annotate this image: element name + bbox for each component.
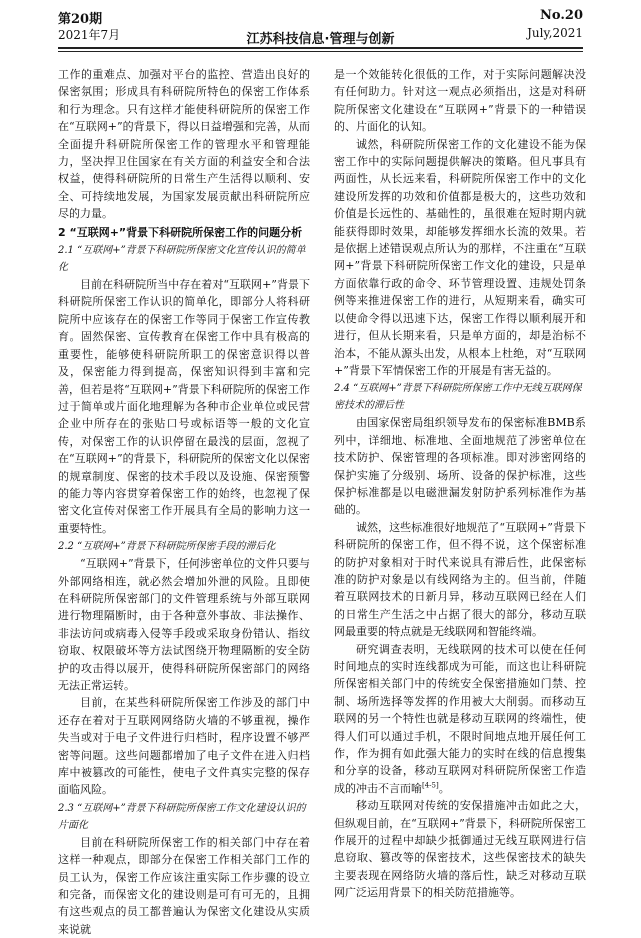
paragraph-end: 。	[438, 781, 450, 795]
paragraph: 由国家保密局组织领导发布的保密标准BMB系列中，详细地、标准地、全面地规范了涉密单位在技术防护、保密管理的各项标准。即对涉密网络的保护实施了分级别、场所、设备的保护标准，这些保护标准都是以电磁泄漏发射防护系列标准作为基础的。	[334, 416, 586, 517]
header-rule-thin	[58, 51, 583, 52]
issue-number: 第20期	[58, 12, 103, 27]
subsection-heading: 2.1 “互联网+”背景下科研院所保密文化宣传认识的简单化	[58, 245, 306, 274]
issue-number-en: No.20	[540, 8, 583, 23]
right-column	[334, 66, 586, 902]
subsection-heading: 2.4 “互联网+”背景下科研院所保密工作中无线互联网保密技术的滞后性	[334, 383, 582, 412]
left-column	[58, 66, 310, 938]
paragraph: 诚然，科研院所保密工作的文化建设不能为保密工作中的实际问题提供解决的策略。但凡事具有两面性，从长远来看，科研院所保密工作中的文化建设所发挥的功效和价值都是极大的，这些功效和价值是长远性的、基础性的，虽很难在短时期内就能获得即时效果，却能够发挥细水长流的效果。若是依据上述错误观点所认为的那样，不注重在“互联网+”背景下科研院所保密工作文化的建设，只是单方面依靠行政的命令、环节管理设置、违规处罚条例等来推进保密工作的进行，从短期来看，确实可以使命令得以迅速下达，保密工作得以顺利展开和进行，但从长期来看，只是单方面的，却是治标不治本，不能从源头出发，从根本上杜绝，对“互联网+”背景下军情保密工作的开展是有害无益的。	[334, 137, 586, 377]
citation[interactable]: [4-5]	[422, 781, 439, 790]
journal-title: 江苏科技信息·管理与创新	[246, 32, 395, 47]
subsection-heading: 2.2 “互联网+”背景下科研院所保密手段的滞后化	[58, 541, 276, 553]
section-heading: 2 “互联网+”背景下科研院所保密工作的问题分析	[58, 225, 303, 239]
paragraph	[334, 641, 586, 798]
page-header	[0, 0, 641, 62]
paragraph: 是一个效能转化很低的工作，对于实际问题解决没有任何助力。针对这一观点必须指出，这是对科研院所保密文化建设在“互联网+”背景下的一种错误的、片面化的认知。	[334, 68, 586, 134]
paragraph-text: 研究调查表明，无线联网的技术可以使在任何时间地点的实时连线都成为可能，而这也让科研院所保密相关部门中的传统安全保密措施如门禁、控制、场所选择等发挥的作用被大大削弱。而移动互联网的另一个特性也就是移动互联网的终端性，使得人们可以通过手机，不限时间地点地开展任何工作，作为拥有如此强大能力的实时在线的信息搜集和分享的设备，移动互联网对科研院所保密工作造成的冲击不言而喻	[334, 642, 586, 795]
paragraph: 诚然，这些标准很好地规范了“互联网+”背景下科研院所的保密工作，但不得不说，这个保密标准的防护对象相对于时代来说具有滞后性，此保密标准的防护对象是以有线网络为主的。但当前，伴随着互联网技术的日新月异，移动互联网已经在人们的日常生产生活之中占据了很大的部分，移动互联网最重要的特点就是无线联网和智能终端。	[334, 520, 586, 639]
paragraph: 目前在科研院所当中存在着对“互联网+”背景下科研院所保密工作认识的简单化，即部分人将科研院所中应该存在的保密工作等同于保密工作宣传教育。固然保密、宣传教育在保密工作中具有极高的重要性，能够使科研院所职工的保密意识得以普及，保密能力得到提高，保密知识得到丰富和完善，但若是将“互联网+”背景下科研院所的保密工作过于简单或片面化地理解为各种市企业单位或民营企业中所存在的张贴口号或标语等一般的文化宣传，对保密工作的认识停留在最浅的层面，忽视了在“互联网+”的背景下，科研院所的保密文化以保密的规章制度、保密的技术手段以及设施、保密预警的能力等内容贯穿着保密工作的始终，也忽视了保密文化宣传对保密工作开展具有全局的影响力这一重要特性。	[58, 278, 310, 535]
paragraph: 工作的重难点、加强对平台的监控、营造出良好的保密氛围；形成具有科研院所特色的保密工作体系和行为理念。只有这样才能使科研院所的保密工作在“互联网+”的背景下，得以日益增强和完善，从而全面提升科研院所保密工作的管理水平和管理能力，坚决捍卫住国家在有关方面的利益安全和合法权益，使得科研院所的日常生产生活得以顺利、安全、可持续地发展，为国家发展贡献出科研院所应尽的力量。	[58, 68, 310, 221]
paragraph: 移动互联网对传统的安保措施冲击如此之大，但纵观目前，在“互联网+”背景下，科研院所保密工作展开的过程中却缺少抵御通过无线互联网进行信息窃取、篡改等的保密技术，这些保密技术的缺失主要表现在网络防火墙的落后性，缺乏对移动互联网广泛运用背景下的相关防范措施等。	[334, 799, 586, 900]
paragraph: 目前在科研院所保密工作的相关部门中存在着这样一种观点，即部分在保密工作相关部门工作的员工认为，保密工作应该注重实际工作步骤的设立和完备，而保密文化的建设则是可有可无的，且拥有这些观点的员工都普遍认为保密文化建设从实质来说就	[58, 835, 310, 936]
issue-date-en: July,2021	[527, 26, 583, 40]
paragraph: “互联网+”背景下，任何涉密单位的文件只要与外部网络相连，就必然会增加外泄的风险。且即使在科研院所保密部门的文件管理系统与外部互联网进行物理隔断时，由于各种意外事故、非法操作、非法访问或病毒入侵等手段或采取身份错认、指纹窃取、权限破坏等方法试图绕开物理隔断的安全防护的攻击得以展开，使得科研院所保密部门的网络无法正常运转。	[58, 557, 310, 692]
paragraph: 目前，在某些科研院所保密工作涉及的部门中还存在着对于互联网网络防火墙的不够重视，操作失当或对于电子文件进行归档时，程序设置不够严密等问题。这些问题都增加了电子文件在进入归档库中被篡改的可能性，使电子文件真实完整的保存面临风险。	[58, 696, 310, 797]
subsection-heading: 2.3 “互联网+”背景下科研院所保密工作文化建设认识的片面化	[58, 802, 306, 831]
header-rule-thick	[58, 47, 583, 49]
issue-date: 2021年7月	[58, 28, 121, 42]
